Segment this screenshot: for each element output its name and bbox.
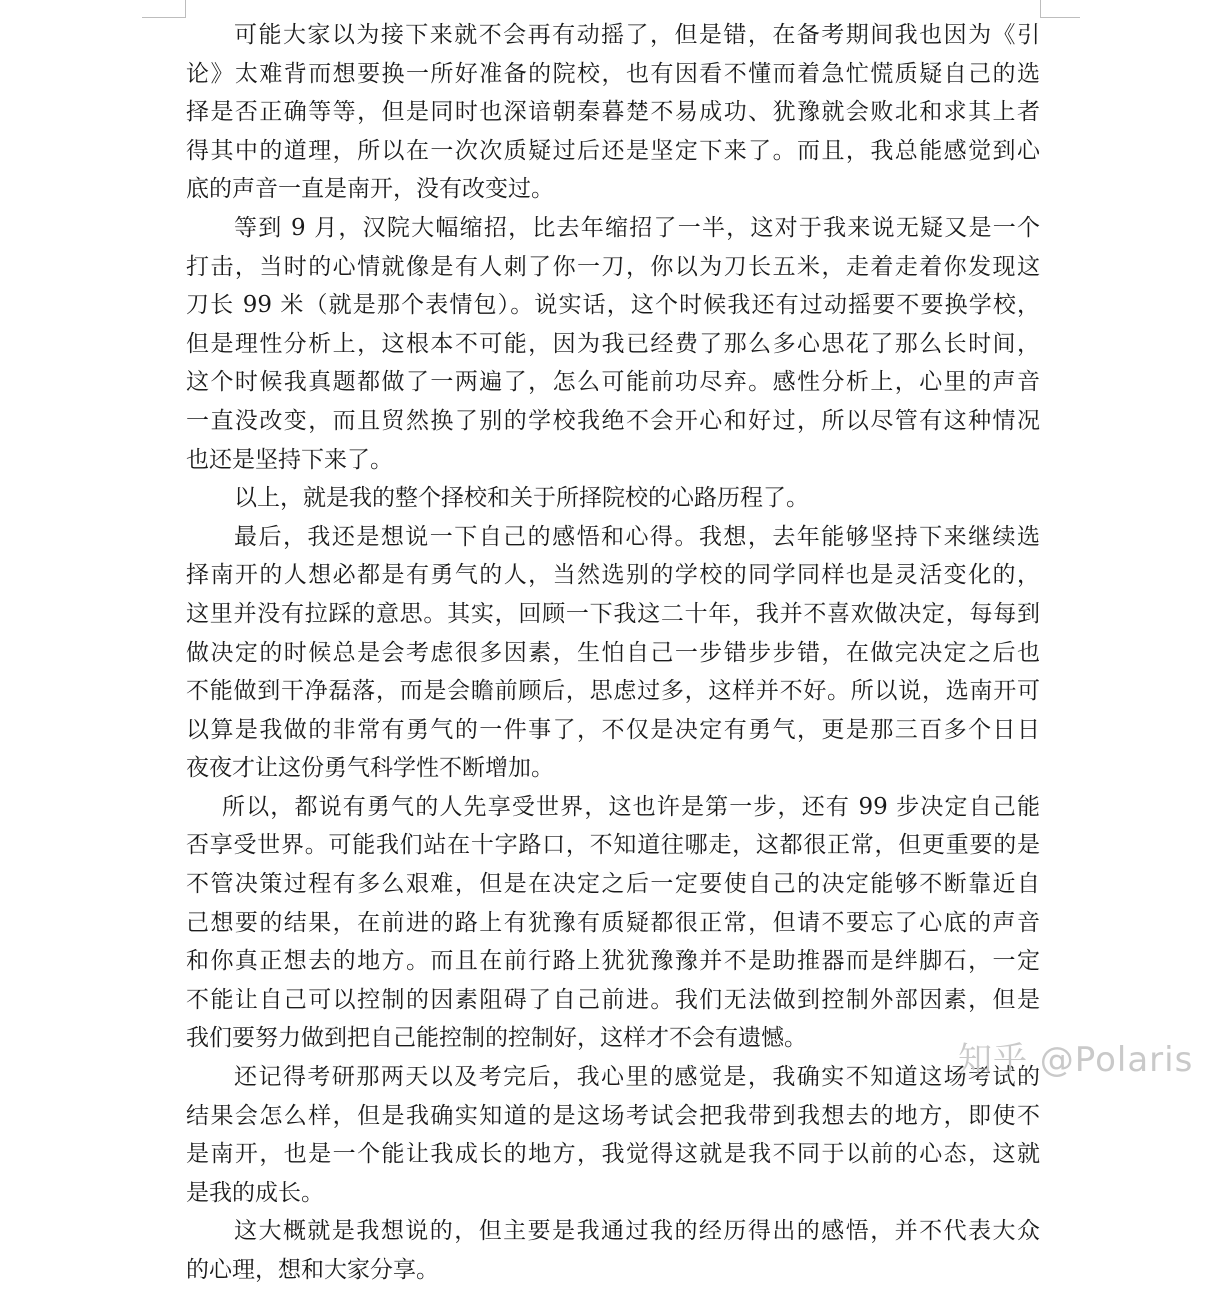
text-line: 以上，就是我的整个择校和关于所择院校的心路历程了。 <box>234 485 809 512</box>
text-line: 刀长 99 米（就是那个表情包）。说实话，这个时候我还有过动摇要不要换学校， <box>186 292 1040 319</box>
body-text <box>186 16 1040 1290</box>
text-line: 还记得考研那两天以及考完后，我心里的感觉是，我确实不知道这场考试的 <box>234 1064 1040 1091</box>
text-line: 结果会怎么样，但是我确实知道的是这场考试会把我带到我想去的地方，即使不 <box>186 1102 1040 1129</box>
text-line: 最后，我还是想说一下自己的感悟和心得。我想，去年能够坚持下来继续选 <box>234 523 1040 550</box>
text-line: 但是理性分析上，这根本不可能，因为我已经费了那么多心思花了那么长时间， <box>186 330 1040 357</box>
text-line: 这大概就是我想说的，但主要是我通过我的经历得出的感悟，并不代表大众 <box>234 1218 1040 1245</box>
text-line: 可能大家以为接下来就不会再有动摇了，但是错，在备考期间我也因为《引 <box>234 22 1040 48</box>
text-line: 底的声音一直是南开，没有改变过。 <box>186 176 554 203</box>
text-line: 这里并没有拉踩的意思。其实，回顾一下我这二十年，我并不喜欢做决定，每每到 <box>186 600 1040 627</box>
text-line: 的心理，想和大家分享。 <box>186 1257 439 1283</box>
text-line: 不管决策过程有多么艰难，但是在决定之后一定要使自己的决定能够不断靠近自 <box>186 871 1040 898</box>
text-line: 夜夜才让这份勇气科学性不断增加。 <box>186 755 554 782</box>
crop-mark <box>1040 0 1041 18</box>
text-line: 也还是坚持下来了。 <box>186 446 393 473</box>
text-line: 是南开，也是一个能让我成长的地方，我觉得这就是我不同于以前的心态，这就 <box>186 1141 1040 1168</box>
crop-mark <box>142 17 186 18</box>
text-line: 不能做到干净磊落，而是会瞻前顾后，思虑过多，这样并不好。所以说，选南开可 <box>186 678 1040 705</box>
text-line: 以算是我做的非常有勇气的一件事了，不仅是决定有勇气，更是那三百多个日日 <box>186 716 1040 743</box>
text-line: 等到 9 月，汉院大幅缩招，比去年缩招了一半，这对于我来说无疑又是一个 <box>234 214 1040 241</box>
text-line: 一直没改变，而且贸然换了别的学校我绝不会开心和好过，所以尽管有这种情况 <box>186 407 1040 434</box>
text-line: 否享受世界。可能我们站在十字路口，不知道往哪走，这都很正常，但更重要的是 <box>186 832 1040 859</box>
text-line: 不能让自己可以控制的因素阻碍了自己前进。我们无法做到控制外部因素，但是 <box>186 986 1040 1013</box>
text-line: 是我的成长。 <box>186 1179 324 1206</box>
text-line: 择是否正确等等，但是同时也深谙朝秦暮楚不易成功、犹豫就会败北和求其上者 <box>186 99 1040 126</box>
text-line: 择南开的人想必都是有勇气的人，当然选别的学校的同学同样也是灵活变化的， <box>186 562 1040 589</box>
text-line: 论》太难背而想要换一所好准备的院校，也有因看不懂而着急忙慌质疑自己的选 <box>186 60 1040 87</box>
text-line: 做决定的时候总是会考虑很多因素，生怕自己一步错步步错，在做完决定之后也 <box>186 639 1040 666</box>
text-line: 打击，当时的心情就像是有人刺了你一刀，你以为刀长五米，走着走着你发现这 <box>186 253 1040 280</box>
text-line: 所以，都说有勇气的人先享受世界，这也许是第一步，还有 99 步决定自己能 <box>222 793 1040 820</box>
text-line: 己想要的结果，在前进的路上有犹豫有质疑都很正常，但请不要忘了心底的声音 <box>186 909 1040 936</box>
text-line: 我们要努力做到把自己能控制的控制好，这样才不会有遗憾。 <box>186 1025 807 1052</box>
text-line: 这个时候我真题都做了一两遍了，怎么可能前功尽弃。感性分析上，心里的声音 <box>186 369 1040 396</box>
crop-mark <box>1040 17 1080 18</box>
text-line: 得其中的道理，所以在一次次质疑过后还是坚定下来了。而且，我总能感觉到心 <box>186 137 1040 164</box>
zhihu-watermark: 知乎 @Polaris <box>958 1040 1194 1080</box>
text-line: 和你真正想去的地方。而且在前行路上犹犹豫豫并不是助推器而是绊脚石，一定 <box>186 948 1040 975</box>
